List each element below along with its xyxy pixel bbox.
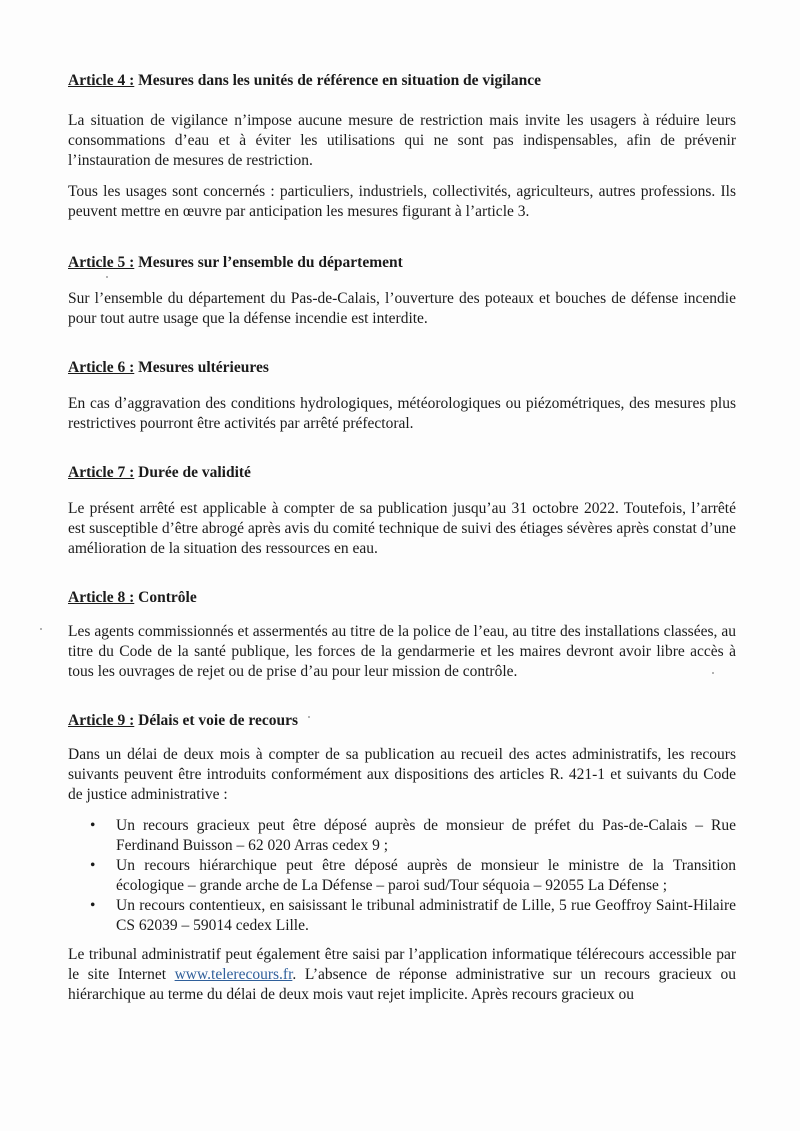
article-5-label: Article 5 : <box>68 254 135 271</box>
article-6-label: Article 6 : <box>68 359 135 376</box>
bullet-icon: • <box>90 897 96 914</box>
recours-list <box>68 816 736 936</box>
article-5-heading <box>68 253 403 273</box>
article-9-closing <box>68 945 736 1005</box>
article-9-title: Délais et voie de recours <box>138 712 298 729</box>
article-4-paragraph-1: La situation de vigilance n’impose aucune mesure de restriction mais invite les usagers à réduire leurs consommations d’eau et à éviter les utilisations qui ne sont pas indispensables, afin de prévenir l’instauration de mesures de restriction. <box>68 112 736 169</box>
article-8-label: Article 8 : <box>68 589 135 606</box>
article-7-paragraph-1: Le présent arrêté est applicable à compter de sa publication jusqu’au 31 octobre 2022. Toutefois, l’arrêté est susceptible d’être abrogé après avis du comité technique de suivi des étiages sévères après constat d’une amélioration de la situation des ressources en eau. <box>68 500 736 557</box>
scan-speck <box>712 672 714 674</box>
article-7-heading <box>68 463 251 483</box>
article-5-title: Mesures sur l’ensemble du département <box>138 254 403 271</box>
telerecours-link[interactable]: www.telerecours.fr <box>174 966 293 983</box>
article-4-title: Mesures dans les unités de référence en situation de vigilance <box>138 72 541 89</box>
bullet-icon: • <box>90 857 96 874</box>
list-item-text: Un recours contentieux, en saisissant le tribunal administratif de Lille, 5 rue Geoffroy Saint-Hilaire CS 62039 – 59014 cedex Lille. <box>116 897 736 934</box>
article-9-intro: Dans un délai de deux mois à compter de sa publication au recueil des actes administratifs, les recours suivants peuvent être introduits conformément aux dispositions des articles R. 421-1 et suivants du Code de justice administrative : <box>68 746 736 803</box>
scan-speck <box>106 276 108 278</box>
scan-speck <box>308 716 310 718</box>
article-6-paragraph-1: En cas d’aggravation des conditions hydrologiques, météorologiques ou piézométriques, des mesures plus restrictives pourront être activités par arrêté préfectoral. <box>68 395 736 432</box>
scan-speck <box>40 628 42 630</box>
article-6-heading <box>68 358 269 378</box>
article-7-title: Durée de validité <box>138 464 251 481</box>
article-4-label: Article 4 : <box>68 72 135 89</box>
article-5-paragraph-1: Sur l’ensemble du département du Pas-de-Calais, l’ouverture des poteaux et bouches de défense incendie pour tout autre usage que la défense incendie est interdite. <box>68 290 736 327</box>
list-item <box>68 816 736 856</box>
article-4-paragraph-2: Tous les usages sont concernés : particuliers, industriels, collectivités, agriculteurs, autres professions. Ils peuvent mettre en œuvre par anticipation les mesures figurant à l’article 3. <box>68 183 736 220</box>
article-8-heading <box>68 588 197 608</box>
closing-text-start: Le tribunal administratif peut également être saisi par l’application informatique télérecours accessible par le site Internet <box>68 946 736 983</box>
list-item <box>68 896 736 936</box>
article-8-title: Contrôle <box>138 589 197 606</box>
bullet-icon: • <box>90 817 96 834</box>
article-7-label: Article 7 : <box>68 464 135 481</box>
article-4-heading <box>68 71 541 91</box>
list-item <box>68 856 736 896</box>
article-8-paragraph-1: Les agents commissionnés et assermentés au titre de la police de l’eau, au titre des installations classées, au titre du Code de la santé publique, les forces de la gendarmerie et les maires devront avoir libre accès à tous les ouvrages de rejet ou de prise d’au pour leur mission de contrôle. <box>68 623 736 680</box>
article-9-heading <box>68 711 298 731</box>
article-9-label: Article 9 : <box>68 712 135 729</box>
article-6-title: Mesures ultérieures <box>138 359 269 376</box>
list-item-text: Un recours hiérarchique peut être déposé auprès de monsieur le ministre de la Transition écologique – grande arche de La Défense – paroi sud/Tour séquoia – 92055 La Défense ; <box>116 857 736 894</box>
list-item-text: Un recours gracieux peut être déposé auprès de monsieur de préfet du Pas-de-Calais – Rue Ferdinand Buisson – 62 020 Arras cedex 9 ; <box>116 817 736 854</box>
closing-text-end: . L’absence de réponse administrative sur un recours gracieux ou hiérarchique au terme du délai de deux mois vaut rejet implicite. Après recours gracieux ou <box>68 966 736 1003</box>
